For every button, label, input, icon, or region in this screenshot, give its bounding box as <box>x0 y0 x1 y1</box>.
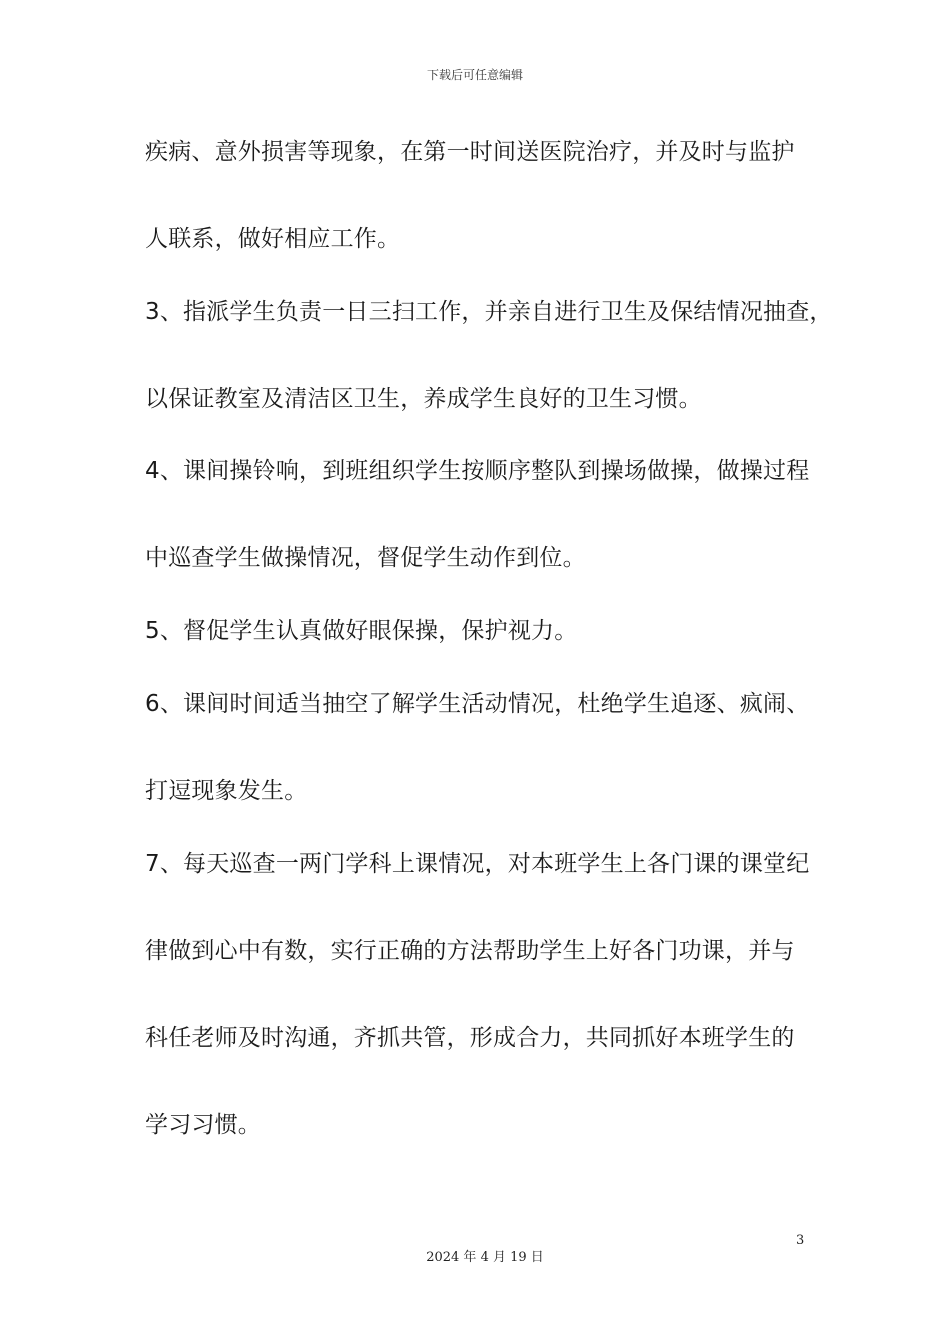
body-line-12: 科任老师及时沟通，齐抓共管，形成合力，共同抓好本班学生的 <box>145 1025 795 1051</box>
body-line-6: 中巡查学生做操情况，督促学生动作到位。 <box>145 545 586 571</box>
page-number: 3 <box>796 1233 805 1248</box>
body-line-1: 疾病、意外损害等现象，在第一时间送医院治疗，并及时与监护 <box>145 139 795 165</box>
body-line-11: 律做到心中有数，实行正确的方法帮助学生上好各门功课，并与 <box>145 938 795 964</box>
body-line-9: 打逗现象发生。 <box>145 778 308 804</box>
body-line-3: 3、指派学生负责一日三扫工作，并亲自进行卫生及保结情况抽查， <box>145 299 833 325</box>
body-line-4: 以保证教室及清洁区卫生，养成学生良好的卫生习惯。 <box>145 386 702 412</box>
body-line-13: 学习习惯。 <box>145 1112 261 1138</box>
body-line-8: 6、课间时间适当抽空了解学生活动情况，杜绝学生追逐、疯闹、 <box>145 691 810 717</box>
body-line-2: 人联系，做好相应工作。 <box>145 226 401 252</box>
body-line-5: 4、课间操铃响，到班组织学生按顺序整队到操场做操，做操过程 <box>145 458 810 484</box>
page-header: 下载后可任意编辑 <box>426 68 523 82</box>
footer-date: 2024 年 4 月 19 日 <box>426 1250 544 1265</box>
body-line-7: 5、督促学生认真做好眼保操，保护视力。 <box>145 618 578 644</box>
body-line-10: 7、每天巡查一两门学科上课情况，对本班学生上各门课的课堂纪 <box>145 851 810 877</box>
